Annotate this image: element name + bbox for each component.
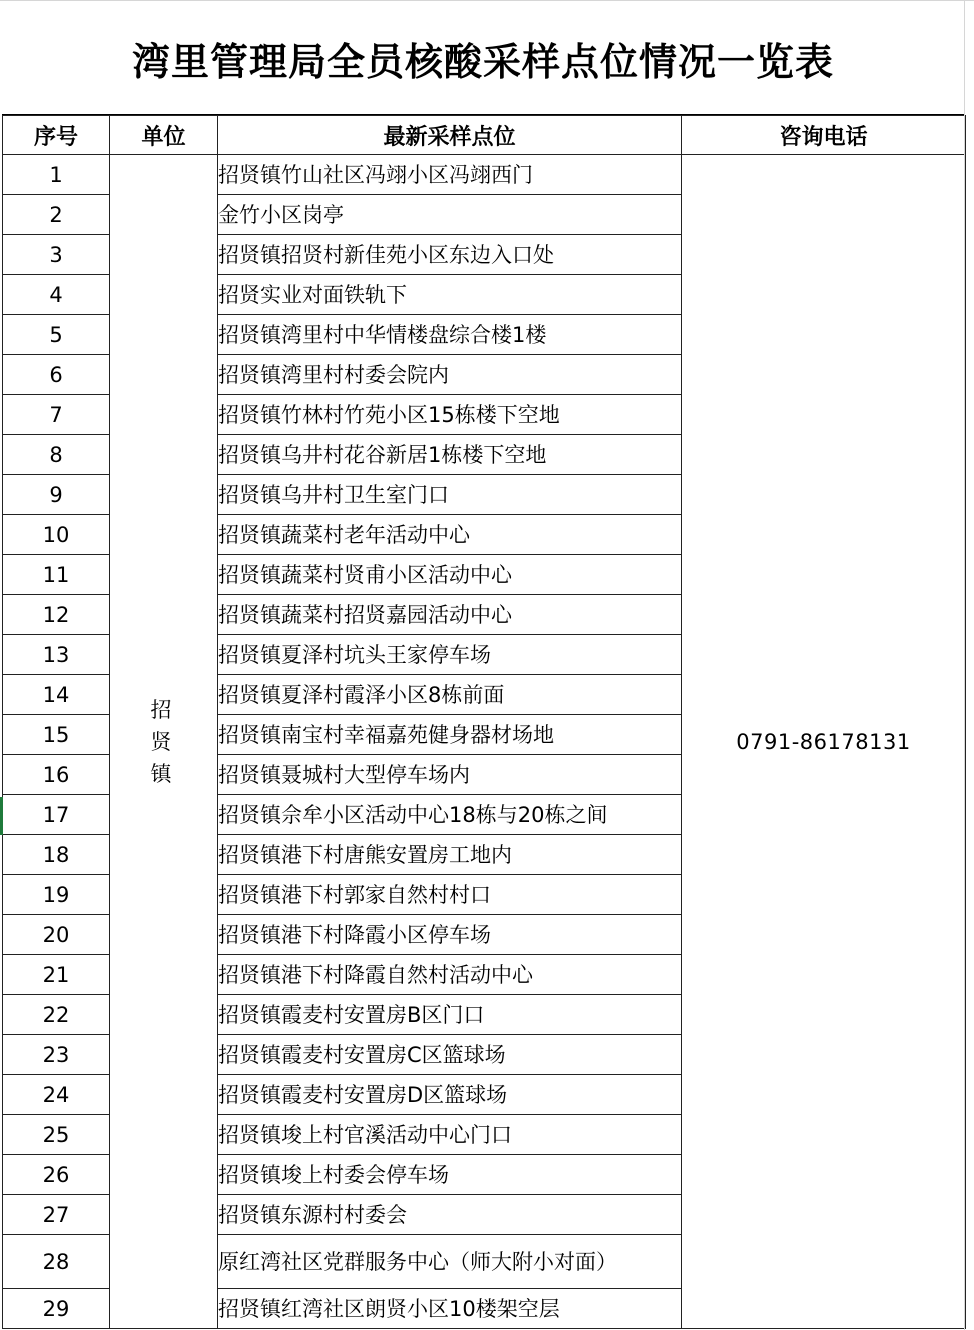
location-cell[interactable]: 招贤镇埈上村官溪活动中心门口 xyxy=(218,1115,682,1155)
location-cell[interactable]: 招贤镇港下村郭家自然村村口 xyxy=(218,875,682,915)
location-cell[interactable]: 招贤镇蔬菜村老年活动中心 xyxy=(218,515,682,555)
location-cell[interactable]: 招贤镇霞麦村安置房C区篮球场 xyxy=(218,1035,682,1075)
row-index-cell[interactable]: 3 xyxy=(3,235,110,275)
location-cell[interactable]: 招贤镇湾里村中华情楼盘综合楼1楼 xyxy=(218,315,682,355)
location-cell[interactable]: 招贤镇聂城村大型停车场内 xyxy=(218,755,682,795)
row-index-cell[interactable]: 23 xyxy=(3,1035,110,1075)
location-cell[interactable]: 招贤镇霞麦村安置房B区门口 xyxy=(218,995,682,1035)
unit-char: 贤 xyxy=(150,729,172,754)
location-cell[interactable]: 招贤镇港下村降霞自然村活动中心 xyxy=(218,955,682,995)
header-unit[interactable]: 单位 xyxy=(110,116,218,155)
row-index-cell[interactable]: 28 xyxy=(3,1235,110,1289)
row-index-cell[interactable]: 10 xyxy=(3,515,110,555)
location-cell[interactable]: 招贤镇红湾社区朗贤小区10楼架空层 xyxy=(218,1289,682,1329)
location-cell[interactable]: 招贤镇蔬菜村贤甫小区活动中心 xyxy=(218,555,682,595)
location-cell[interactable]: 招贤镇竹林村竹苑小区15栋楼下空地 xyxy=(218,395,682,435)
row-index-cell[interactable]: 12 xyxy=(3,595,110,635)
location-cell[interactable]: 招贤镇港下村降霞小区停车场 xyxy=(218,915,682,955)
row-index-cell[interactable]: 19 xyxy=(3,875,110,915)
location-cell[interactable]: 招贤镇夏泽村坑头王家停车场 xyxy=(218,635,682,675)
unit-label xyxy=(150,694,172,790)
location-cell[interactable]: 招贤镇竹山社区冯翊小区冯翊西门 xyxy=(218,155,682,195)
header-index[interactable]: 序号 xyxy=(3,116,110,155)
row-index-cell[interactable]: 17 xyxy=(3,795,110,835)
row-index-cell[interactable]: 4 xyxy=(3,275,110,315)
header-row xyxy=(3,116,966,155)
page-title: 湾里管理局全员核酸采样点位情况一览表 xyxy=(131,39,834,84)
row-index-cell[interactable]: 15 xyxy=(3,715,110,755)
sampling-points-table xyxy=(2,115,966,1329)
row-17-selection-marker xyxy=(0,797,3,835)
row-index-cell[interactable]: 25 xyxy=(3,1115,110,1155)
row-index-cell[interactable]: 9 xyxy=(3,475,110,515)
row-index-cell[interactable]: 20 xyxy=(3,915,110,955)
phone-cell[interactable]: 0791-86178131 xyxy=(682,155,966,1329)
unit-char: 镇 xyxy=(150,761,172,786)
unit-char: 招 xyxy=(150,697,172,722)
row-index-cell[interactable]: 29 xyxy=(3,1289,110,1329)
location-cell[interactable]: 招贤镇蔬菜村招贤嘉园活动中心 xyxy=(218,595,682,635)
location-cell[interactable]: 招贤镇佘牟小区活动中心18栋与20栋之间 xyxy=(218,795,682,835)
location-cell[interactable]: 招贤镇霞麦村安置房D区篮球场 xyxy=(218,1075,682,1115)
row-index-cell[interactable]: 5 xyxy=(3,315,110,355)
row-index-cell[interactable]: 18 xyxy=(3,835,110,875)
header-phone[interactable]: 咨询电话 xyxy=(682,116,966,155)
sheet-right-gridline xyxy=(964,0,965,1330)
row-index-cell[interactable]: 21 xyxy=(3,955,110,995)
table-row xyxy=(3,155,966,195)
location-cell[interactable]: 招贤镇夏泽村霞泽小区8栋前面 xyxy=(218,675,682,715)
row-index-cell[interactable]: 6 xyxy=(3,355,110,395)
location-cell[interactable]: 招贤镇港下村唐熊安置房工地内 xyxy=(218,835,682,875)
row-index-cell[interactable]: 24 xyxy=(3,1075,110,1115)
row-index-cell[interactable]: 27 xyxy=(3,1195,110,1235)
row-index-cell[interactable]: 7 xyxy=(3,395,110,435)
location-cell[interactable]: 招贤实业对面铁轨下 xyxy=(218,275,682,315)
table-body xyxy=(3,155,966,1329)
row-index-cell[interactable]: 14 xyxy=(3,675,110,715)
location-cell[interactable]: 招贤镇乌井村卫生室门口 xyxy=(218,475,682,515)
location-cell[interactable]: 招贤镇埈上村委会停车场 xyxy=(218,1155,682,1195)
row-index-cell[interactable]: 2 xyxy=(3,195,110,235)
sheet-top-gridline xyxy=(0,0,974,1)
unit-cell[interactable] xyxy=(110,155,218,1329)
location-cell[interactable]: 金竹小区岗亭 xyxy=(218,195,682,235)
row-index-cell[interactable]: 1 xyxy=(3,155,110,195)
row-index-cell[interactable]: 11 xyxy=(3,555,110,595)
location-cell[interactable]: 招贤镇乌井村花谷新居1栋楼下空地 xyxy=(218,435,682,475)
row-index-cell[interactable]: 13 xyxy=(3,635,110,675)
location-cell[interactable]: 原红湾社区党群服务中心（师大附小对面） xyxy=(218,1235,682,1289)
location-cell[interactable]: 招贤镇南宝村幸福嘉苑健身器材场地 xyxy=(218,715,682,755)
title-cell[interactable] xyxy=(2,2,964,116)
location-cell[interactable]: 招贤镇湾里村村委会院内 xyxy=(218,355,682,395)
row-index-cell[interactable]: 26 xyxy=(3,1155,110,1195)
header-location[interactable]: 最新采样点位 xyxy=(218,116,682,155)
row-index-cell[interactable]: 16 xyxy=(3,755,110,795)
row-index-cell[interactable]: 8 xyxy=(3,435,110,475)
location-cell[interactable]: 招贤镇招贤村新佳苑小区东边入口处 xyxy=(218,235,682,275)
location-cell[interactable]: 招贤镇东源村村委会 xyxy=(218,1195,682,1235)
row-index-cell[interactable]: 22 xyxy=(3,995,110,1035)
